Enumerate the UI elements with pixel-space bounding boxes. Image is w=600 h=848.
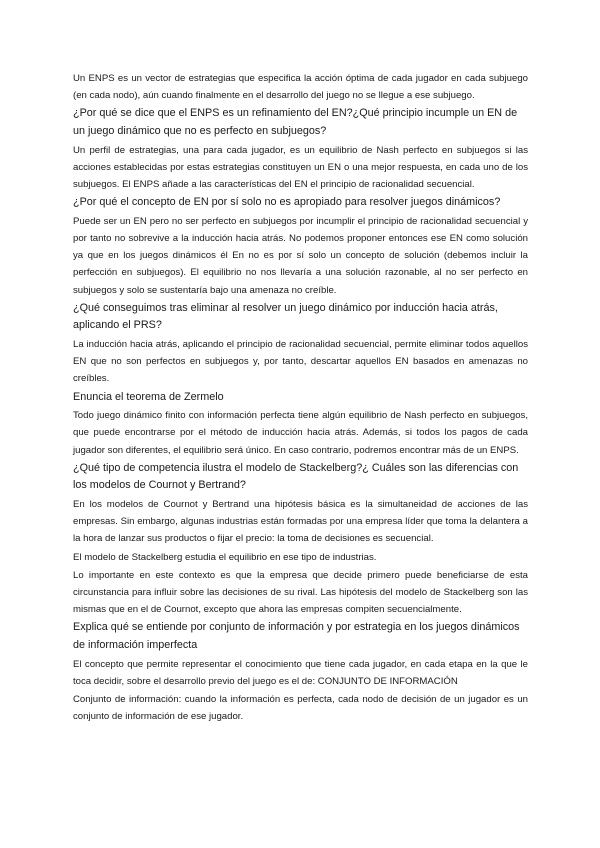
answer-paragraph: La inducción hacia atrás, aplicando el principio de racionalidad secuencial, permite eliminar todos aquellos EN que no son perfectos en subjuegos y, por tanto, descartar aquellos EN basados en amenazas no creíbles. [73,339,528,385]
answer-paragraph: Todo juego dinámico finito con información perfecta tiene algún equilibrio de Nash perfecto en subjuegos, que puede encontrarse por el método de inducción hacia atrás. Además, si todos los pagos de cada jugador son diferentes, el equilibrio será único. En caso contrario, podremos encontrar más de un ENPS. [73,410,528,456]
question-heading: ¿Qué conseguimos tras eliminar al resolver un juego dinámico por inducción hacia atrás, aplicando el PRS? [73,301,498,332]
answer-paragraph: Un ENPS es un vector de estrategias que especifica la acción óptima de cada jugador en cada subjuego (en cada nodo), aún cuando finalmente en el desarrollo del juego no se llegue a ese subjuego. [73,73,528,102]
answer-paragraph: Un perfil de estrategias, una para cada jugador, es un equilibrio de Nash perfecto en subjuegos si las acciones establecidas por estas estrategias constituyen un EN o una mejor respuesta, en cada uno de los subjuegos. El ENPS añade a las características del EN el principio de racionalidad secuencial. [73,144,528,190]
question-heading: Explica qué se entiende por conjunto de información y por estrategia en los juegos dinámicos de información imperfecta [73,621,520,652]
answer-paragraph: El concepto que permite representar el conocimiento que tiene cada jugador, en cada etapa en la que le toca decidir, sobre el desarrollo previo del juego es el de: CONJUNTO DE INFORMACIÓN [73,658,528,687]
document-page [73,70,528,726]
question-heading: ¿Qué tipo de competencia ilustra el modelo de Stackelberg?¿ Cuáles son las diferencias con los modelos de Cournot y Bertrand? [73,461,519,492]
question-heading: ¿Por qué el concepto de EN por sí solo no es apropiado para resolver juegos dinámicos? [73,196,501,209]
answer-paragraph: El modelo de Stackelberg estudia el equilibrio en ese tipo de industrias. [73,551,377,563]
answer-paragraph: Conjunto de información: cuando la información es perfecta, cada nodo de decisión de un jugador es un conjunto de información de ese jugador. [73,694,528,723]
answer-paragraph: En los modelos de Cournot y Bertrand una hipótesis básica es la simultaneidad de acciones de las empresas. Sin embargo, algunas industrias están formadas por una empresa líder que toma la delantera a la hora de lanzar sus productos o fijar el precio: la toma de decisiones es secuencial. [73,499,528,545]
question-heading: ¿Por qué se dice que el ENPS es un refinamiento del EN?¿Qué principio incumple un EN de un juego dinámico que no es perfecto en subjuegos? [73,107,518,137]
question-heading: Enuncia el teorema de Zermelo [73,390,224,403]
answer-paragraph: Lo importante en este contexto es que la empresa que decide primero puede beneficiarse de esta circunstancia para influir sobre las decisiones de su rival. Las hipótesis del modelo de Stackelberg son las mismas que en el de Cournot, excepto que ahora las empresas compiten secuencialmente. [73,569,528,616]
answer-paragraph: Puede ser un EN pero no ser perfecto en subjuegos por incumplir el principio de racionalidad secuencial y por tanto no sobrevive a la inducción hacia atrás. No podemos proponer entonces ese EN como solución ya que en los juegos dinámicos él En no es por sí solo un concepto de solución (debemos incluir la perfección en subjuegos). El equilibrio no nos llevaría a una solución razonable, al no ser perfecto en subjuegos y solo se sustentaría bajo una amenaza no creíble. [73,215,528,296]
